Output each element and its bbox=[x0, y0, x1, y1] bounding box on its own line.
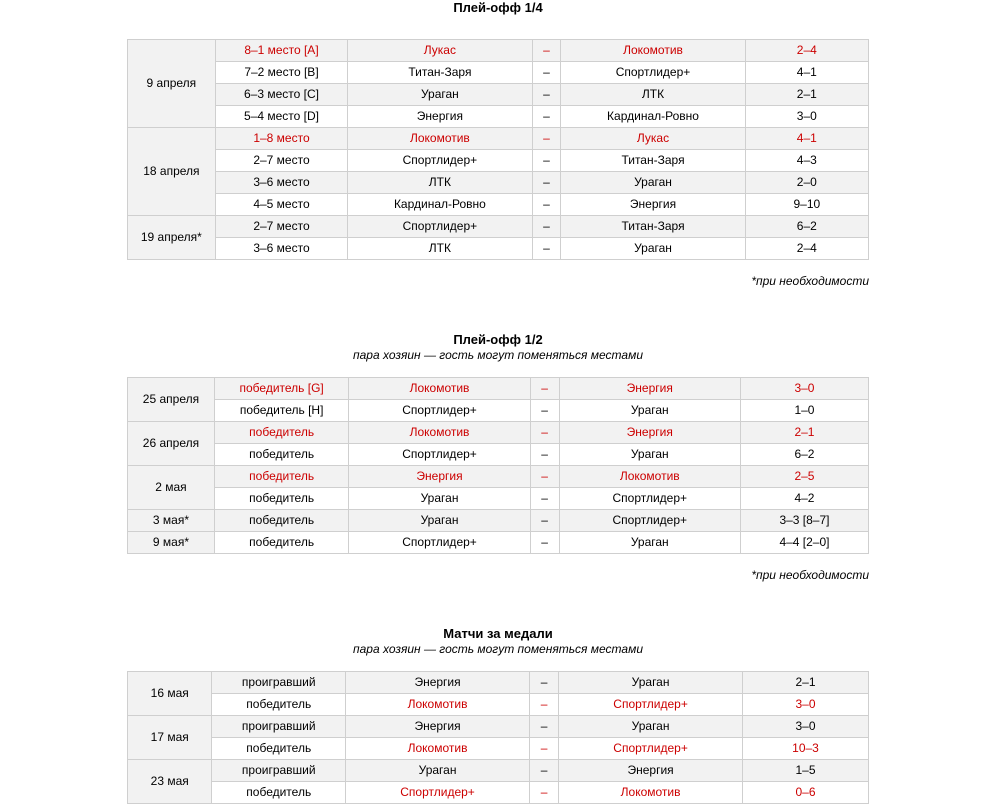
row-dash: – bbox=[532, 194, 561, 216]
row-slot: победитель bbox=[212, 782, 346, 804]
row-home-team: Энергия bbox=[348, 106, 532, 128]
row-dash: – bbox=[532, 106, 561, 128]
row-score: 6–2 bbox=[740, 444, 868, 466]
row-home-team: Спортлидер+ bbox=[349, 532, 530, 554]
row-date: 19 апреля* bbox=[128, 216, 216, 260]
row-dash: – bbox=[532, 40, 561, 62]
row-away-team: Энергия bbox=[559, 422, 740, 444]
table-row bbox=[128, 782, 869, 804]
row-slot: победитель bbox=[212, 738, 346, 760]
row-away-team: Лукас bbox=[561, 128, 745, 150]
row-away-team: Локомотив bbox=[559, 466, 740, 488]
row-score: 2–1 bbox=[745, 84, 868, 106]
row-score: 3–0 bbox=[743, 694, 869, 716]
table-row bbox=[128, 84, 869, 106]
row-slot: победитель bbox=[212, 694, 346, 716]
row-slot: проигравший bbox=[212, 672, 346, 694]
row-slot: проигравший bbox=[212, 760, 346, 782]
table-row bbox=[128, 532, 869, 554]
table-row bbox=[128, 128, 869, 150]
row-slot: победитель bbox=[214, 466, 348, 488]
row-slot: 8–1 место [A] bbox=[215, 40, 348, 62]
row-home-team: Лукас bbox=[348, 40, 532, 62]
row-home-team: Спортлидер+ bbox=[349, 444, 530, 466]
row-slot: 1–8 место bbox=[215, 128, 348, 150]
row-slot: победитель bbox=[214, 532, 348, 554]
row-away-team: Титан-Заря bbox=[561, 216, 745, 238]
row-away-team: Ураган bbox=[559, 444, 740, 466]
table-row bbox=[128, 422, 869, 444]
table-row bbox=[128, 738, 869, 760]
section-subtitle: пара хозяин — гость могут поменяться местами bbox=[353, 348, 643, 362]
section-spacer bbox=[0, 582, 996, 626]
row-away-team: Ураган bbox=[559, 672, 743, 694]
table-row bbox=[128, 62, 869, 84]
row-home-team: Энергия bbox=[346, 716, 530, 738]
row-date: 26 апреля bbox=[128, 422, 215, 466]
table-body bbox=[128, 40, 869, 260]
row-score: 1–0 bbox=[740, 400, 868, 422]
row-score: 4–1 bbox=[745, 128, 868, 150]
table-row bbox=[128, 488, 869, 510]
row-slot: победитель [H] bbox=[214, 400, 348, 422]
table-row bbox=[128, 760, 869, 782]
row-score: 2–5 bbox=[740, 466, 868, 488]
row-dash: – bbox=[532, 84, 561, 106]
table-row bbox=[128, 238, 869, 260]
row-away-team: Энергия bbox=[561, 194, 745, 216]
row-home-team: Ураган bbox=[349, 510, 530, 532]
row-home-team: Локомотив bbox=[349, 422, 530, 444]
row-slot: победитель [G] bbox=[214, 378, 348, 400]
section-spacer bbox=[0, 288, 996, 332]
schedule-table-semifinals bbox=[127, 377, 869, 554]
section-title: Плей-офф 1/2 bbox=[453, 332, 543, 347]
row-score: 4–2 bbox=[740, 488, 868, 510]
row-dash: – bbox=[530, 738, 559, 760]
row-home-team: Спортлидер+ bbox=[348, 216, 532, 238]
row-away-team: Кардинал-Ровно bbox=[561, 106, 745, 128]
row-slot: 3–6 место bbox=[215, 238, 348, 260]
table-row bbox=[128, 106, 869, 128]
row-home-team: Спортлидер+ bbox=[348, 150, 532, 172]
row-dash: – bbox=[530, 782, 559, 804]
row-score: 9–10 bbox=[745, 194, 868, 216]
table-row bbox=[128, 694, 869, 716]
section-title: Матчи за медали bbox=[443, 626, 553, 641]
row-away-team: Спортлидер+ bbox=[559, 510, 740, 532]
row-home-team: Локомотив bbox=[346, 694, 530, 716]
row-date: 16 мая bbox=[128, 672, 212, 716]
table-row bbox=[128, 150, 869, 172]
table-body bbox=[128, 672, 869, 804]
row-dash: – bbox=[530, 532, 559, 554]
table-row bbox=[128, 216, 869, 238]
row-slot: 5–4 место [D] bbox=[215, 106, 348, 128]
row-away-team: Локомотив bbox=[559, 782, 743, 804]
section-subtitle: пара хозяин — гость могут поменяться местами bbox=[353, 642, 643, 656]
row-home-team: Кардинал-Ровно bbox=[348, 194, 532, 216]
row-away-team: Энергия bbox=[559, 760, 743, 782]
row-dash: – bbox=[530, 510, 559, 532]
row-score: 3–0 bbox=[740, 378, 868, 400]
row-dash: – bbox=[532, 172, 561, 194]
row-dash: – bbox=[530, 488, 559, 510]
row-score: 10–3 bbox=[743, 738, 869, 760]
row-home-team: Спортлидер+ bbox=[346, 782, 530, 804]
row-away-team: Спортлидер+ bbox=[561, 62, 745, 84]
row-score: 2–1 bbox=[743, 672, 869, 694]
row-dash: – bbox=[530, 466, 559, 488]
schedule-table-quarterfinals bbox=[127, 39, 869, 260]
table-row bbox=[128, 466, 869, 488]
row-date: 18 апреля bbox=[128, 128, 216, 216]
table-row bbox=[128, 672, 869, 694]
row-date: 9 апреля bbox=[128, 40, 216, 128]
row-slot: 3–6 место bbox=[215, 172, 348, 194]
row-slot: 2–7 место bbox=[215, 150, 348, 172]
row-away-team: Энергия bbox=[559, 378, 740, 400]
row-dash: – bbox=[532, 62, 561, 84]
schedule-table-medals bbox=[127, 671, 869, 804]
row-away-team: Ураган bbox=[561, 172, 745, 194]
table-row bbox=[128, 378, 869, 400]
row-date: 25 апреля bbox=[128, 378, 215, 422]
row-dash: – bbox=[530, 378, 559, 400]
row-slot: победитель bbox=[214, 488, 348, 510]
row-home-team: Энергия bbox=[349, 466, 530, 488]
row-slot: 2–7 место bbox=[215, 216, 348, 238]
row-dash: – bbox=[530, 400, 559, 422]
row-slot: 7–2 место [B] bbox=[215, 62, 348, 84]
table-row bbox=[128, 400, 869, 422]
row-away-team: Спортлидер+ bbox=[559, 488, 740, 510]
row-away-team: Спортлидер+ bbox=[559, 694, 743, 716]
row-date: 9 мая* bbox=[128, 532, 215, 554]
row-dash: – bbox=[532, 150, 561, 172]
table-row bbox=[128, 444, 869, 466]
row-score: 2–4 bbox=[745, 40, 868, 62]
row-home-team: Локомотив bbox=[346, 738, 530, 760]
row-slot: проигравший bbox=[212, 716, 346, 738]
row-slot: победитель bbox=[214, 444, 348, 466]
table-body bbox=[128, 378, 869, 554]
row-score: 2–1 bbox=[740, 422, 868, 444]
row-dash: – bbox=[532, 238, 561, 260]
row-score: 4–3 bbox=[745, 150, 868, 172]
footnote: *при необходимости bbox=[751, 274, 869, 288]
row-slot: победитель bbox=[214, 422, 348, 444]
row-slot: 4–5 место bbox=[215, 194, 348, 216]
row-dash: – bbox=[530, 422, 559, 444]
row-dash: – bbox=[532, 128, 561, 150]
row-dash: – bbox=[530, 672, 559, 694]
row-dash: – bbox=[530, 716, 559, 738]
row-score: 1–5 bbox=[743, 760, 869, 782]
section-title: Плей-офф 1/4 bbox=[453, 0, 543, 15]
table-row bbox=[128, 194, 869, 216]
row-away-team: Ураган bbox=[559, 400, 740, 422]
row-date: 17 мая bbox=[128, 716, 212, 760]
row-score: 0–6 bbox=[743, 782, 869, 804]
row-home-team: Спортлидер+ bbox=[349, 400, 530, 422]
row-score: 3–0 bbox=[745, 106, 868, 128]
row-away-team: Титан-Заря bbox=[561, 150, 745, 172]
section-medal-matches bbox=[0, 626, 996, 804]
row-score: 4–4 [2–0] bbox=[740, 532, 868, 554]
table-row bbox=[128, 40, 869, 62]
row-dash: – bbox=[530, 760, 559, 782]
row-away-team: ЛТК bbox=[561, 84, 745, 106]
row-home-team: Локомотив bbox=[349, 378, 530, 400]
table-row bbox=[128, 510, 869, 532]
row-date: 2 мая bbox=[128, 466, 215, 510]
row-score: 3–0 bbox=[743, 716, 869, 738]
row-score: 4–1 bbox=[745, 62, 868, 84]
row-away-team: Ураган bbox=[561, 238, 745, 260]
row-away-team: Спортлидер+ bbox=[559, 738, 743, 760]
section-semifinals bbox=[0, 332, 996, 582]
row-slot: 6–3 место [C] bbox=[215, 84, 348, 106]
table-row bbox=[128, 172, 869, 194]
row-home-team: ЛТК bbox=[348, 172, 532, 194]
row-dash: – bbox=[530, 694, 559, 716]
table-row bbox=[128, 716, 869, 738]
row-date: 23 мая bbox=[128, 760, 212, 804]
row-home-team: Энергия bbox=[346, 672, 530, 694]
footnote: *при необходимости bbox=[751, 568, 869, 582]
row-away-team: Локомотив bbox=[561, 40, 745, 62]
row-dash: – bbox=[532, 216, 561, 238]
row-slot: победитель bbox=[214, 510, 348, 532]
row-home-team: Ураган bbox=[349, 488, 530, 510]
section-quarterfinals bbox=[0, 0, 996, 288]
row-home-team: Локомотив bbox=[348, 128, 532, 150]
row-dash: – bbox=[530, 444, 559, 466]
row-score: 2–4 bbox=[745, 238, 868, 260]
row-home-team: Титан-Заря bbox=[348, 62, 532, 84]
row-home-team: Ураган bbox=[346, 760, 530, 782]
row-away-team: Ураган bbox=[559, 532, 740, 554]
row-date: 3 мая* bbox=[128, 510, 215, 532]
row-score: 3–3 [8–7] bbox=[740, 510, 868, 532]
row-score: 6–2 bbox=[745, 216, 868, 238]
row-home-team: ЛТК bbox=[348, 238, 532, 260]
row-away-team: Ураган bbox=[559, 716, 743, 738]
row-home-team: Ураган bbox=[348, 84, 532, 106]
row-score: 2–0 bbox=[745, 172, 868, 194]
